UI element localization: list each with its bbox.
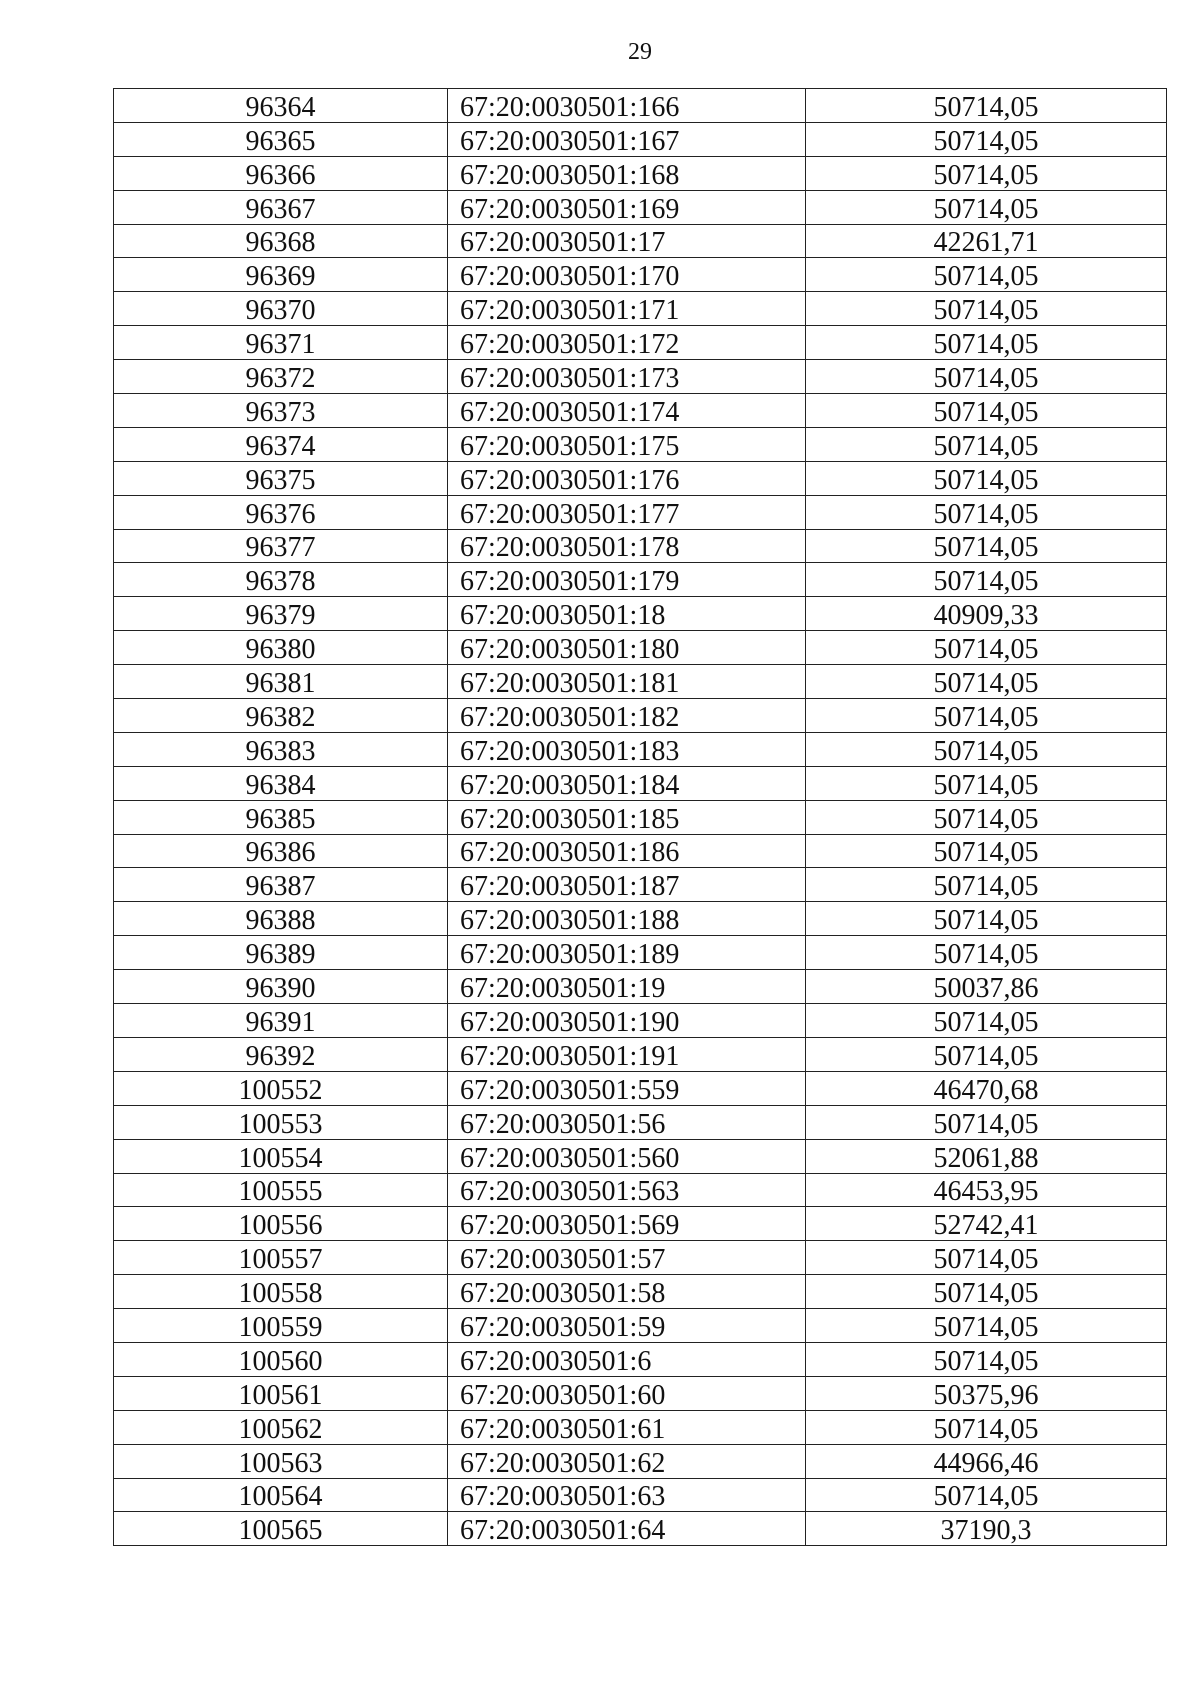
table-row [114, 1004, 1167, 1038]
row-number-cell: 96387 [114, 868, 448, 902]
table-row [114, 224, 1167, 258]
cadastral-value-cell: 46453,95 [806, 1173, 1167, 1207]
cadastral-value-cell: 44966,46 [806, 1444, 1167, 1478]
table-row [114, 1105, 1167, 1139]
table-row [114, 1241, 1167, 1275]
row-number-cell: 100563 [114, 1444, 448, 1478]
cadastral-value-cell: 50714,05 [806, 732, 1167, 766]
cadastral-value-cell: 50714,05 [806, 834, 1167, 868]
cadastral-value-cell: 50714,05 [806, 766, 1167, 800]
cadastral-number-cell: 67:20:0030501:563 [448, 1173, 806, 1207]
row-number-cell: 96380 [114, 631, 448, 665]
cadastral-number-cell: 67:20:0030501:170 [448, 258, 806, 292]
row-number-cell: 96382 [114, 699, 448, 733]
cadastral-value-cell: 50714,05 [806, 258, 1167, 292]
cadastral-value-cell: 50714,05 [806, 461, 1167, 495]
cadastral-number-cell: 67:20:0030501:191 [448, 1037, 806, 1071]
row-number-cell: 96375 [114, 461, 448, 495]
row-number-cell: 96379 [114, 597, 448, 631]
cadastral-number-cell: 67:20:0030501:172 [448, 326, 806, 360]
row-number-cell: 96367 [114, 190, 448, 224]
cadastral-number-cell: 67:20:0030501:63 [448, 1478, 806, 1512]
table-row [114, 1139, 1167, 1173]
cadastral-value-cell: 50714,05 [806, 1309, 1167, 1343]
cadastral-number-cell: 67:20:0030501:61 [448, 1410, 806, 1444]
table-row [114, 89, 1167, 123]
row-number-cell: 96376 [114, 495, 448, 529]
table-row [114, 1037, 1167, 1071]
table-row [114, 1309, 1167, 1343]
row-number-cell: 96381 [114, 665, 448, 699]
cadastral-number-cell: 67:20:0030501:180 [448, 631, 806, 665]
cadastral-number-cell: 67:20:0030501:182 [448, 699, 806, 733]
table-row [114, 1444, 1167, 1478]
cadastral-number-cell: 67:20:0030501:19 [448, 970, 806, 1004]
cadastral-number-cell: 67:20:0030501:569 [448, 1207, 806, 1241]
table-row [114, 1410, 1167, 1444]
row-number-cell: 96366 [114, 156, 448, 190]
table-row [114, 970, 1167, 1004]
cadastral-value-cell: 50714,05 [806, 902, 1167, 936]
row-number-cell: 96392 [114, 1037, 448, 1071]
cadastral-value-cell: 50714,05 [806, 122, 1167, 156]
cadastral-number-cell: 67:20:0030501:185 [448, 800, 806, 834]
cadastral-value-cell: 50714,05 [806, 1105, 1167, 1139]
cadastral-value-cell: 50714,05 [806, 936, 1167, 970]
cadastral-number-cell: 67:20:0030501:178 [448, 529, 806, 563]
table-row [114, 156, 1167, 190]
table-row [114, 597, 1167, 631]
row-number-cell: 96389 [114, 936, 448, 970]
cadastral-number-cell: 67:20:0030501:184 [448, 766, 806, 800]
cadastral-number-cell: 67:20:0030501:59 [448, 1309, 806, 1343]
cadastral-number-cell: 67:20:0030501:190 [448, 1004, 806, 1038]
table-row [114, 766, 1167, 800]
row-number-cell: 96390 [114, 970, 448, 1004]
cadastral-number-cell: 67:20:0030501:171 [448, 292, 806, 326]
cadastral-value-cell: 50714,05 [806, 360, 1167, 394]
table-row [114, 1478, 1167, 1512]
row-number-cell: 96377 [114, 529, 448, 563]
table-row [114, 902, 1167, 936]
row-number-cell: 96384 [114, 766, 448, 800]
cadastral-value-cell: 42261,71 [806, 224, 1167, 258]
table-row [114, 394, 1167, 428]
table-row [114, 461, 1167, 495]
table-row [114, 495, 1167, 529]
row-number-cell: 100556 [114, 1207, 448, 1241]
cadastral-value-cell: 50714,05 [806, 89, 1167, 123]
row-number-cell: 96371 [114, 326, 448, 360]
row-number-cell: 96373 [114, 394, 448, 428]
table-row [114, 529, 1167, 563]
row-number-cell: 96378 [114, 563, 448, 597]
table-row [114, 665, 1167, 699]
table-row [114, 563, 1167, 597]
cadastral-value-cell: 50714,05 [806, 156, 1167, 190]
cadastral-value-cell: 50714,05 [806, 1410, 1167, 1444]
table-row [114, 258, 1167, 292]
table-row [114, 1173, 1167, 1207]
cadastral-value-cell: 50037,86 [806, 970, 1167, 1004]
cadastral-number-cell: 67:20:0030501:18 [448, 597, 806, 631]
cadastral-value-cell: 50714,05 [806, 427, 1167, 461]
cadastral-number-cell: 67:20:0030501:187 [448, 868, 806, 902]
table-row [114, 122, 1167, 156]
table-row [114, 1207, 1167, 1241]
cadastral-number-cell: 67:20:0030501:175 [448, 427, 806, 461]
row-number-cell: 96372 [114, 360, 448, 394]
cadastral-value-cell: 50714,05 [806, 529, 1167, 563]
cadastral-number-cell: 67:20:0030501:181 [448, 665, 806, 699]
cadastral-value-cell: 50714,05 [806, 868, 1167, 902]
cadastral-value-cell: 50714,05 [806, 190, 1167, 224]
cadastral-value-cell: 52061,88 [806, 1139, 1167, 1173]
cadastral-value-cell: 50714,05 [806, 699, 1167, 733]
row-number-cell: 96370 [114, 292, 448, 326]
table-row [114, 326, 1167, 360]
cadastral-number-cell: 67:20:0030501:189 [448, 936, 806, 970]
cadastral-value-cell: 50714,05 [806, 292, 1167, 326]
cadastral-number-cell: 67:20:0030501:177 [448, 495, 806, 529]
row-number-cell: 100558 [114, 1275, 448, 1309]
page-number: 29 [628, 39, 652, 65]
cadastral-number-cell: 67:20:0030501:167 [448, 122, 806, 156]
table-row [114, 800, 1167, 834]
cadastral-number-cell: 67:20:0030501:186 [448, 834, 806, 868]
cadastral-number-cell: 67:20:0030501:173 [448, 360, 806, 394]
cadastral-number-cell: 67:20:0030501:169 [448, 190, 806, 224]
cadastral-number-cell: 67:20:0030501:168 [448, 156, 806, 190]
row-number-cell: 96383 [114, 732, 448, 766]
row-number-cell: 100552 [114, 1071, 448, 1105]
cadastral-value-cell: 50714,05 [806, 1478, 1167, 1512]
row-number-cell: 96374 [114, 427, 448, 461]
row-number-cell: 96368 [114, 224, 448, 258]
row-number-cell: 100565 [114, 1512, 448, 1546]
cadastral-value-cell: 50714,05 [806, 563, 1167, 597]
cadastral-value-cell: 50714,05 [806, 631, 1167, 665]
row-number-cell: 96388 [114, 902, 448, 936]
cadastral-number-cell: 67:20:0030501:560 [448, 1139, 806, 1173]
table-row [114, 1071, 1167, 1105]
cadastral-value-cell: 37190,3 [806, 1512, 1167, 1546]
cadastral-number-cell: 67:20:0030501:559 [448, 1071, 806, 1105]
row-number-cell: 100553 [114, 1105, 448, 1139]
cadastral-number-cell: 67:20:0030501:60 [448, 1376, 806, 1410]
cadastral-number-cell: 67:20:0030501:64 [448, 1512, 806, 1546]
cadastral-value-cell: 50714,05 [806, 800, 1167, 834]
table-row [114, 631, 1167, 665]
table-row [114, 1275, 1167, 1309]
cadastral-value-cell: 46470,68 [806, 1071, 1167, 1105]
row-number-cell: 100564 [114, 1478, 448, 1512]
cadastral-number-cell: 67:20:0030501:6 [448, 1342, 806, 1376]
table-body [114, 89, 1167, 1546]
row-number-cell: 96386 [114, 834, 448, 868]
cadastral-value-cell: 52742,41 [806, 1207, 1167, 1241]
table-row [114, 427, 1167, 461]
table-row [114, 292, 1167, 326]
row-number-cell: 96365 [114, 122, 448, 156]
cadastral-number-cell: 67:20:0030501:188 [448, 902, 806, 936]
table-row [114, 699, 1167, 733]
row-number-cell: 96391 [114, 1004, 448, 1038]
cadastral-number-cell: 67:20:0030501:176 [448, 461, 806, 495]
row-number-cell: 96369 [114, 258, 448, 292]
row-number-cell: 100560 [114, 1342, 448, 1376]
cadastral-value-cell: 40909,33 [806, 597, 1167, 631]
cadastral-number-cell: 67:20:0030501:56 [448, 1105, 806, 1139]
table-row [114, 1376, 1167, 1410]
table-row [114, 1342, 1167, 1376]
table-row [114, 868, 1167, 902]
cadastral-value-cell: 50714,05 [806, 394, 1167, 428]
table-row [114, 360, 1167, 394]
table-row [114, 190, 1167, 224]
cadastral-value-cell: 50375,96 [806, 1376, 1167, 1410]
cadastral-number-cell: 67:20:0030501:166 [448, 89, 806, 123]
table-row [114, 834, 1167, 868]
row-number-cell: 100555 [114, 1173, 448, 1207]
cadastral-number-cell: 67:20:0030501:62 [448, 1444, 806, 1478]
row-number-cell: 100557 [114, 1241, 448, 1275]
cadastral-number-cell: 67:20:0030501:179 [448, 563, 806, 597]
cadastral-value-cell: 50714,05 [806, 665, 1167, 699]
cadastral-number-cell: 67:20:0030501:183 [448, 732, 806, 766]
row-number-cell: 100561 [114, 1376, 448, 1410]
cadastral-value-cell: 50714,05 [806, 1275, 1167, 1309]
cadastral-number-cell: 67:20:0030501:57 [448, 1241, 806, 1275]
table-row [114, 732, 1167, 766]
cadastral-number-cell: 67:20:0030501:17 [448, 224, 806, 258]
cadastral-value-cell: 50714,05 [806, 1004, 1167, 1038]
row-number-cell: 100559 [114, 1309, 448, 1343]
row-number-cell: 100562 [114, 1410, 448, 1444]
cadastral-value-cell: 50714,05 [806, 1241, 1167, 1275]
cadastral-value-cell: 50714,05 [806, 1037, 1167, 1071]
cadastral-value-cell: 50714,05 [806, 1342, 1167, 1376]
table-row [114, 1512, 1167, 1546]
cadastral-value-cell: 50714,05 [806, 495, 1167, 529]
row-number-cell: 96364 [114, 89, 448, 123]
cadastral-number-cell: 67:20:0030501:174 [448, 394, 806, 428]
table-row [114, 936, 1167, 970]
cadastral-number-cell: 67:20:0030501:58 [448, 1275, 806, 1309]
cadastral-value-table [113, 88, 1167, 1546]
row-number-cell: 100554 [114, 1139, 448, 1173]
cadastral-value-cell: 50714,05 [806, 326, 1167, 360]
row-number-cell: 96385 [114, 800, 448, 834]
